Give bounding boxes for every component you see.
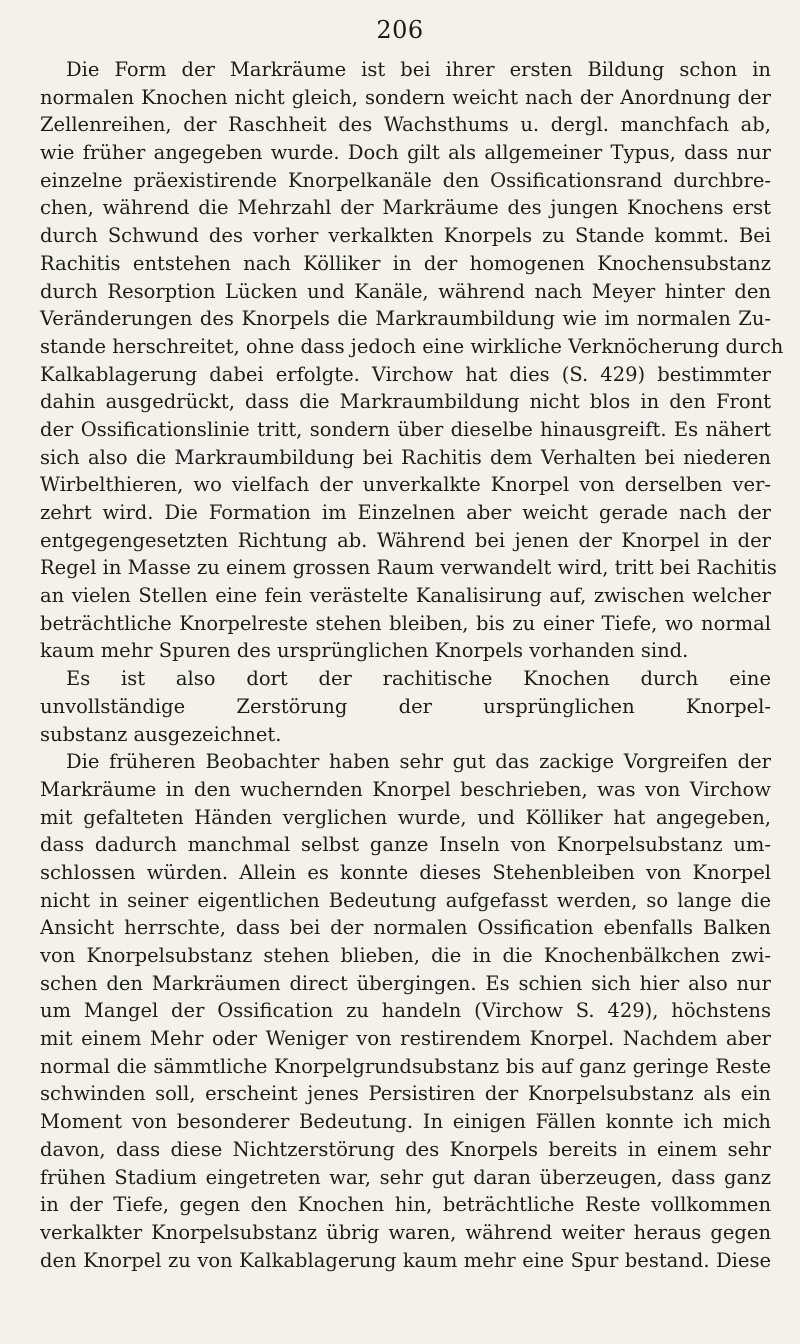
text-line: beträchtliche Knorpelreste stehen bleiben, bis zu einer Tiefe, wo normal	[40, 611, 771, 635]
text-line: Die Form der Markräume ist bei ihrer ersten Bildung schon in	[66, 58, 771, 81]
text-line: in der Tiefe, gegen den Knochen hin, beträchtliche Reste vollkommen	[40, 1193, 771, 1217]
text-line: verkalkter Knorpelsubstanz übrig waren, während weiter heraus gegen	[40, 1220, 771, 1244]
text-line: entgegengesetzten Richtung ab. Während bei jenen der Knorpel in der	[40, 528, 771, 552]
text-line: Ansicht herrschte, dass bei der normalen Ossification ebenfalls Balken	[40, 916, 771, 940]
text-line: einzelne präexistirende Knorpelkanäle den Ossificationsrand durchbre-	[40, 168, 771, 192]
text-line: Es ist also dort der rachitische Knochen durch eine	[66, 667, 771, 691]
text-line: durch Schwund des vorher verkalkten Knorpels zu Stande kommt. Bei	[40, 224, 771, 248]
text-line: normalen Knochen nicht gleich, sondern weicht nach der Anordnung der	[40, 85, 771, 109]
text-line: stande herschreitet, ohne dass jedoch eine wirkliche Verknöcherung durch	[40, 334, 784, 358]
text-line: wie früher angegeben wurde. Doch gilt als allgemeiner Typus, dass nur	[40, 141, 771, 165]
text-line: schlossen würden. Allein es konnte dieses Stehenbleiben von Knorpel	[40, 860, 771, 884]
text-line: dahin ausgedrückt, dass die Markraumbildung nicht blos in den Front	[40, 390, 771, 414]
text-line: Kalkablagerung dabei erfolgte. Virchow hat dies (S. 429) bestimmter	[40, 362, 771, 386]
text-line: schwinden soll, erscheint jenes Persistiren der Knorpelsubstanz als ein	[40, 1082, 771, 1106]
text-line: durch Resorption Lücken und Kanäle, während nach Meyer hinter den	[40, 279, 771, 303]
text-line: sich also die Markraumbildung bei Rachitis dem Verhalten bei niederen	[40, 445, 771, 469]
text-line: frühen Stadium eingetreten war, sehr gut daran überzeugen, dass ganz	[40, 1165, 771, 1189]
text-line: den Knorpel zu von Kalkablagerung kaum mehr eine Spur bestand. Diese	[40, 1248, 771, 1272]
text-line: Regel in Masse zu einem grossen Raum verwandelt wird, tritt bei Rachitis	[40, 556, 777, 580]
text-line: Zellenreihen, der Raschheit des Wachsthums u. dergl. manchfach ab,	[40, 113, 771, 137]
text-line: chen, während die Mehrzahl der Markräume des jungen Knochens erst	[40, 196, 771, 220]
text-line: an vielen Stellen eine fein verästelte Kanalisirung auf, zwischen welcher	[40, 584, 771, 608]
text-line: davon, dass diese Nichtzerstörung des Knorpels bereits in einem sehr	[40, 1137, 771, 1161]
text-line: nicht in seiner eigentlichen Bedeutung aufgefasst werden, so lange die	[40, 888, 771, 912]
text-line: mit gefalteten Händen verglichen wurde, und Kölliker hat angegeben,	[40, 805, 771, 829]
text-line: normal die sämmtliche Knorpelgrundsubstanz bis auf ganz geringe Reste	[40, 1054, 771, 1078]
text-line: mit einem Mehr oder Weniger von restirendem Knorpel. Nachdem aber	[40, 1027, 771, 1051]
text-line: Moment von besonderer Bedeutung. In einigen Fällen konnte ich mich	[40, 1110, 771, 1134]
text-line: um Mangel der Ossification zu handeln (Virchow S. 429), höchstens	[40, 999, 771, 1023]
text-line: Markräume in den wuchernden Knorpel beschrieben, was von Virchow	[40, 777, 771, 801]
text-line: Die früheren Beobachter haben sehr gut das zackige Vorgreifen der	[66, 750, 771, 774]
text-line: substanz ausgezeichnet.	[40, 722, 282, 746]
text-line: schen den Markräumen direct übergingen. Es schien sich hier also nur	[40, 971, 771, 995]
text-line: Veränderungen des Knorpels die Markraumbildung wie im normalen Zu-	[40, 307, 771, 331]
page-number: 206	[376, 16, 424, 44]
text-line: der Ossificationslinie tritt, sondern über dieselbe hinausgreift. Es nähert	[40, 417, 771, 441]
text-line: kaum mehr Spuren des ursprünglichen Knorpels vorhanden sind.	[40, 639, 689, 663]
text-line: unvollständige Zerstörung der ursprünglichen Knorpel-	[40, 694, 771, 718]
text-line: zehrt wird. Die Formation im Einzelnen aber weicht gerade nach der	[40, 501, 771, 524]
text-line: Wirbelthieren, wo vielfach der unverkalkte Knorpel von derselben ver-	[40, 473, 771, 497]
text-line: Rachitis entstehen nach Kölliker in der homogenen Knochensubstanz	[40, 251, 771, 275]
text-line: dass dadurch manchmal selbst ganze Inseln von Knorpelsubstanz um-	[40, 833, 771, 857]
text-line: von Knorpelsubstanz stehen blieben, die in die Knochenbälkchen zwi-	[40, 944, 771, 967]
body-text	[40, 56, 784, 1274]
